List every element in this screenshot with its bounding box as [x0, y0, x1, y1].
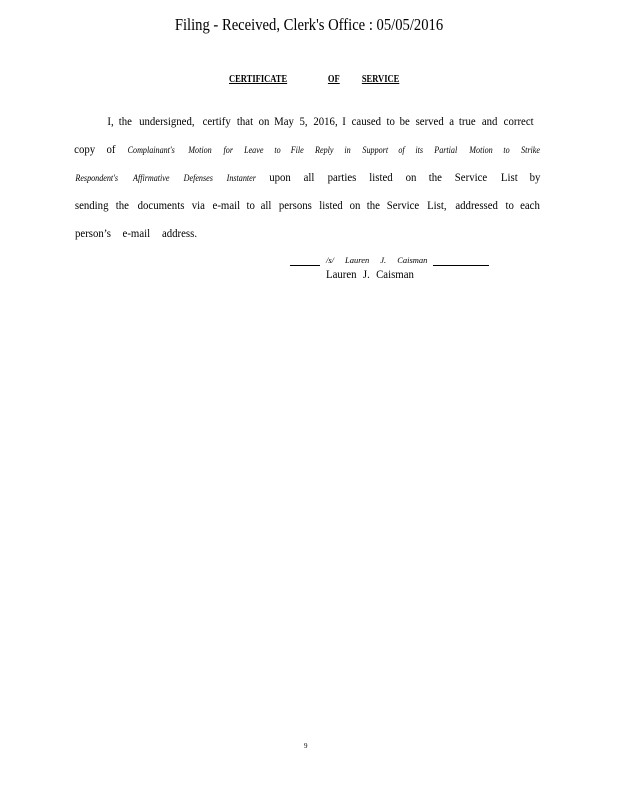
signature-word: J.	[380, 255, 387, 265]
certificate-title-word: SERVICE	[361, 74, 400, 85]
body-word: 2016,	[313, 114, 338, 128]
signature-rule	[433, 265, 489, 266]
body-word: caused	[351, 114, 382, 128]
body-word: of	[106, 142, 116, 156]
body-word: undersigned,	[139, 114, 195, 128]
body-word: Support	[361, 145, 388, 155]
body-word: a	[449, 114, 455, 128]
body-word: on	[349, 198, 361, 212]
body-word: I	[342, 114, 347, 128]
body-word: sending	[74, 198, 109, 212]
signature-word: Lauren	[345, 255, 370, 265]
body-word: Affirmative	[133, 173, 170, 183]
body-line-2	[73, 142, 541, 157]
body-word: File	[290, 145, 304, 155]
body-word: address.	[161, 226, 197, 240]
body-word: of	[398, 145, 406, 155]
body-word: to	[503, 145, 511, 155]
certificate-title	[229, 74, 421, 85]
body-word: Strike	[520, 145, 540, 155]
body-word: to	[273, 145, 281, 155]
body-word: in	[344, 145, 351, 155]
body-word: all	[260, 198, 272, 212]
signer-name-word: J.	[362, 267, 370, 281]
body-word: all	[303, 170, 315, 184]
body-word: parties	[327, 170, 357, 184]
body-word: Motion	[188, 145, 212, 155]
body-word: by	[529, 170, 541, 184]
body-word: Defenses	[183, 173, 214, 183]
body-word: and	[481, 114, 497, 128]
body-word: the	[428, 170, 442, 184]
body-word: for	[223, 145, 233, 155]
body-word: List	[500, 170, 518, 184]
body-word: the	[366, 198, 380, 212]
body-word: on	[405, 170, 417, 184]
body-word: May	[274, 114, 295, 128]
body-word: served	[415, 114, 445, 128]
body-line-4	[73, 198, 541, 213]
body-word: e-mail	[122, 226, 151, 240]
body-word: 5,	[299, 114, 308, 128]
page-number: 9	[304, 742, 308, 750]
body-word: e-mail	[212, 198, 240, 212]
signer-name-word: Caisman	[376, 267, 414, 281]
body-word: I,	[107, 114, 114, 128]
certificate-title-word: OF	[327, 74, 340, 85]
body-word: person’s	[75, 226, 111, 240]
body-word: Motion	[469, 145, 493, 155]
body-word: listed	[369, 170, 394, 184]
body-word: Service	[387, 198, 420, 212]
body-word: Complainant's	[127, 145, 176, 155]
body-word: the	[118, 114, 132, 128]
body-word: Instanter	[226, 173, 257, 183]
body-word: its	[415, 145, 424, 155]
body-word: upon	[269, 170, 292, 184]
body-word: Leave	[243, 145, 264, 155]
body-word: documents	[137, 198, 184, 212]
body-word: the	[115, 198, 130, 212]
body-line-5	[73, 226, 541, 241]
signer-name-word: Lauren	[326, 267, 357, 281]
body-word: certify	[202, 114, 231, 128]
body-word: Reply	[315, 145, 334, 155]
body-word: addressed	[455, 198, 498, 212]
signer-name	[326, 267, 420, 282]
signature-word: Caisman	[397, 255, 428, 265]
body-line-3	[73, 170, 541, 185]
body-word: Respondent's	[75, 173, 119, 183]
body-word: to	[386, 114, 396, 128]
signature-word: /s/	[326, 255, 335, 265]
body-word: each	[519, 198, 540, 212]
body-word: be	[399, 114, 411, 128]
filing-stamp-header: Filing - Received, Clerk's Office : 05/05/2016	[174, 15, 444, 34]
body-word: to	[246, 198, 256, 212]
body-word: true	[459, 114, 476, 128]
body-word: on	[258, 114, 270, 128]
electronic-signature	[326, 255, 438, 265]
body-word: that	[237, 114, 254, 128]
signature-rule	[290, 265, 320, 266]
body-word: Partial	[434, 145, 458, 155]
body-word: Service	[454, 170, 488, 184]
certificate-title-word: CERTIFICATE	[229, 74, 288, 85]
body-line-1	[107, 114, 535, 129]
body-word: persons	[278, 198, 312, 212]
body-word: via	[192, 198, 206, 212]
body-word: List,	[427, 198, 447, 212]
body-word: to	[505, 198, 514, 212]
body-word: correct	[503, 114, 534, 128]
body-word: copy	[74, 142, 96, 156]
body-word: listed	[319, 198, 344, 212]
